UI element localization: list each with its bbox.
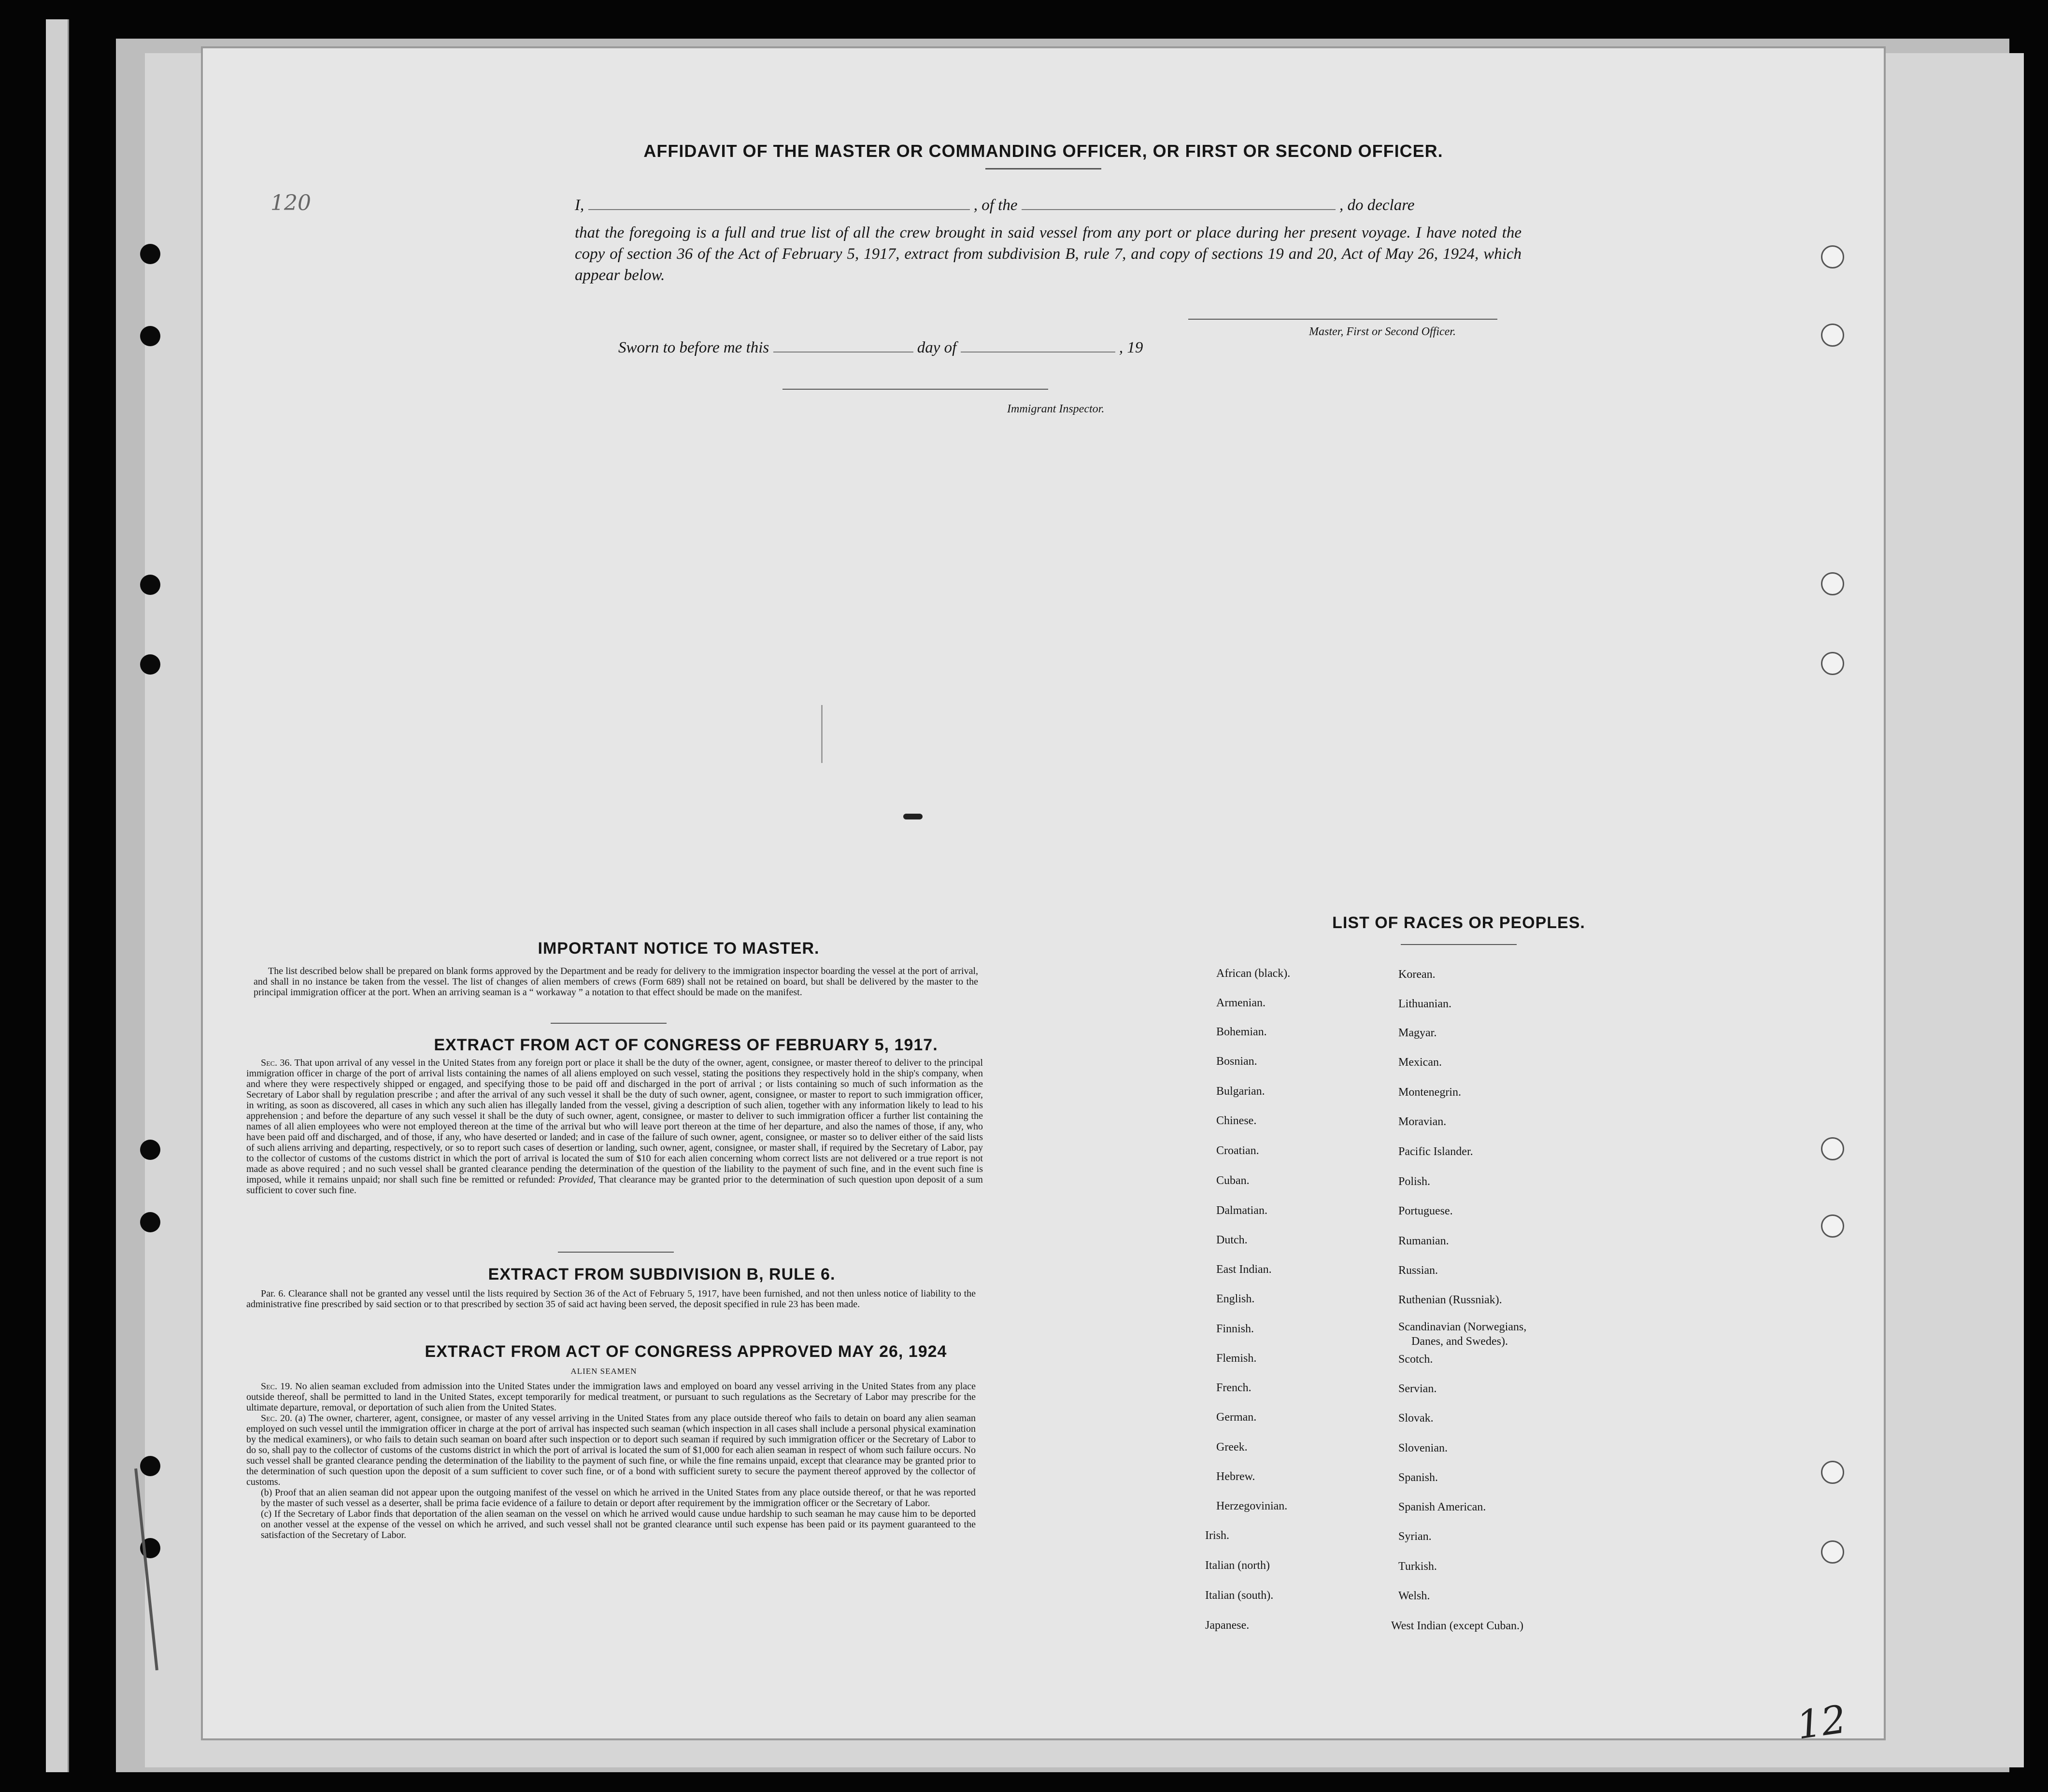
extract-1917-text: Sec. 36. That upon arrival of any vessel in the United States from any foreign port or place it shall be the duty of the owner, agent, consignee, or master thereof to deliver to the principal immigration officer in charge of the port of arrival lists containing the names of all aliens employed on such vessel, stating the positions they respectively hold in the ship's company, when and where they were respectively shipped or engaged, and specifying those to be paid off and discharged in the port of arrival ; or lists containing so much of such information as the Secretary of Labor shall by regulation prescribe ; and after the arrival of any such vessel it shall be the duty of such owner, agent, consignee, or master to report to such immigration officer, in writing, as soon as discovered, all cases in which any such alien has illegally landed from the vessel, giving a description of such alien, together with any information likely to lead to his apprehension ; and before the departure of any such vessel it shall be the duty of such owner, agent, consignee, or master to deliver to such immigration officer a further list containing the names of all alien employees who were not employed thereon at the time of the arrival but who will leave port thereon at the time of her departure, and also the names of those, if any, who have been paid off and discharged, and of those, if any, who have deserted or landed; and in case of the failure of such owner, agent, consignee, or master so to deliver either of the said lists of such aliens arriving and departing, respectively, or so to report such cases of desertion or landing, such owner, agent, consignee, or master shall, if required by the Secretary of Labor, pay to the collector of customs of the customs district in which the port of arrival is located the sum of $10 for each alien concerning whom correct lists are not delivered or a true report is not made as above required ; and no such vessel shall be granted clearance pending the determination of the question of the liability to the payment of such fine, and in the event such fine is imposed, while it remains unpaid; nor shall such fine be remitted or refunded: Provided, That clearance may be granted prior to the determination of such question upon deposit of a sum sufficient to cover such fine. bbox=[246, 1058, 983, 1196]
race-item: Turkish. bbox=[1398, 1560, 1437, 1573]
punch-hole bbox=[1821, 1137, 1844, 1160]
punch-hole bbox=[1821, 652, 1844, 675]
race-item: Montenegrin. bbox=[1398, 1086, 1461, 1099]
sworn-day-blank[interactable] bbox=[773, 338, 913, 353]
extract-1917-title: EXTRACT FROM ACT OF CONGRESS OF FEBRUARY 5, 1917. bbox=[434, 1036, 938, 1054]
pencil-mark bbox=[821, 705, 823, 763]
binder-hole bbox=[140, 575, 160, 595]
race-item: Pacific Islander. bbox=[1398, 1145, 1473, 1158]
race-item: Scotch. bbox=[1398, 1353, 1433, 1366]
title-rule bbox=[985, 168, 1101, 169]
race-item: Dalmatian. bbox=[1216, 1204, 1267, 1217]
race-item: Bulgarian. bbox=[1216, 1085, 1265, 1098]
race-item: French. bbox=[1216, 1382, 1252, 1394]
race-item: Italian (south). bbox=[1205, 1589, 1274, 1602]
binder-hole bbox=[140, 1212, 160, 1232]
race-item: Herzegovinian. bbox=[1216, 1500, 1288, 1512]
binder-hole bbox=[140, 1140, 160, 1160]
punch-hole bbox=[1821, 324, 1844, 347]
race-item: Mexican. bbox=[1398, 1056, 1442, 1069]
race-item: Ruthenian (Russniak). bbox=[1398, 1294, 1502, 1306]
race-item: Bosnian. bbox=[1216, 1055, 1257, 1068]
affidavit-first-line bbox=[575, 196, 1414, 214]
race-item: Scandinavian (Norwegians, bbox=[1398, 1321, 1527, 1333]
race-item: Bohemian. bbox=[1216, 1026, 1267, 1038]
sec20c-paragraph: (c) If the Secretary of Labor finds that deportation of the alien seaman on the vessel on which he arrived would cause undue hardship to such seaman he may cause him to be deported on another vessel at the expense of the vessel on which he arrived, and such vessel shall not be granted clearance until such expense has been paid or its payment guaranteed to the satisfaction of the Secretary of Labor. bbox=[261, 1509, 976, 1540]
inspector-label: Immigrant Inspector. bbox=[1007, 403, 1105, 415]
race-item: Slovak. bbox=[1398, 1412, 1434, 1425]
stamped-number: 120 bbox=[270, 191, 311, 215]
declare-label: , do declare bbox=[1339, 197, 1415, 214]
extract-1924-text bbox=[246, 1381, 976, 1540]
divider bbox=[551, 1023, 667, 1024]
race-item: Magyar. bbox=[1398, 1027, 1437, 1039]
race-item: Flemish. bbox=[1216, 1352, 1257, 1365]
binder-hole bbox=[140, 244, 160, 264]
master-signature-line bbox=[1188, 319, 1497, 320]
race-item: Rumanian. bbox=[1398, 1235, 1449, 1247]
sworn-label: Sworn to before me this bbox=[618, 339, 769, 356]
binder-hole bbox=[140, 1456, 160, 1476]
race-item: Polish. bbox=[1398, 1175, 1431, 1188]
race-item: West Indian (except Cuban.) bbox=[1391, 1620, 1523, 1632]
ink-mark bbox=[903, 814, 923, 819]
punch-hole bbox=[1821, 1461, 1844, 1484]
race-item: Slovenian. bbox=[1398, 1442, 1448, 1454]
race-item: Portuguese. bbox=[1398, 1205, 1453, 1217]
races-title: LIST OF RACES OR PEOPLES. bbox=[1332, 914, 1585, 932]
race-item: Armenian. bbox=[1216, 997, 1266, 1009]
race-item: English. bbox=[1216, 1293, 1255, 1305]
sworn-line bbox=[618, 338, 1143, 357]
race-item: Spanish American. bbox=[1398, 1501, 1486, 1513]
sec36-label: Sec. 36. bbox=[261, 1058, 292, 1068]
race-item: Danes, and Swedes). bbox=[1411, 1335, 1508, 1348]
binder-hole bbox=[140, 654, 160, 675]
race-item: German. bbox=[1216, 1411, 1257, 1424]
affidavit-title: AFFIDAVIT OF THE MASTER OR COMMANDING OFFICER, OR FIRST OR SECOND OFFICER. bbox=[643, 141, 1443, 161]
sec20b-paragraph: (b) Proof that an alien seaman did not appear upon the outgoing manifest of the vessel on which he arrived in the United States from any place outside thereof, or that he was reported by the master of such vessel as a deserter, shall be prima facie evidence of a failure to detain or deport after requirement by the immigration officer or the Secretary of Labor. bbox=[261, 1487, 976, 1509]
inspector-signature-line bbox=[782, 389, 1048, 390]
extract-1924-title: EXTRACT FROM ACT OF CONGRESS APPROVED MAY 26, 1924 bbox=[425, 1342, 947, 1361]
punch-hole bbox=[1821, 1540, 1844, 1564]
race-item: Greek. bbox=[1216, 1441, 1248, 1453]
race-item: African (black). bbox=[1216, 967, 1291, 980]
notice-title: IMPORTANT NOTICE TO MASTER. bbox=[538, 939, 820, 958]
race-item: Italian (north) bbox=[1205, 1559, 1270, 1572]
race-item: Korean. bbox=[1398, 968, 1436, 981]
name-blank[interactable] bbox=[588, 196, 970, 210]
race-item: Servian. bbox=[1398, 1383, 1437, 1395]
race-item: Syrian. bbox=[1398, 1530, 1432, 1543]
i-label: I, bbox=[575, 197, 584, 214]
races-rule bbox=[1401, 944, 1517, 945]
binder-strip bbox=[46, 19, 69, 1772]
race-item: Lithuanian. bbox=[1398, 998, 1451, 1010]
master-signature-label: Master, First or Second Officer. bbox=[1309, 325, 1456, 338]
race-item: Russian. bbox=[1398, 1264, 1438, 1277]
binder-hole bbox=[140, 326, 160, 346]
race-item: Finnish. bbox=[1216, 1323, 1254, 1335]
race-item: Moravian. bbox=[1398, 1115, 1447, 1128]
punch-hole bbox=[1821, 572, 1844, 595]
race-item: Chinese. bbox=[1216, 1115, 1257, 1127]
punch-hole bbox=[1821, 245, 1844, 268]
notice-text: The list described below shall be prepared on blank forms approved by the Department and be ready for delivery to the immigration inspector boarding the vessel at the port of arrival, and shall in no instance be taken from the vessel. The list of changes of alien members of crews (Form 689) shall not be retained on board, but shall be delivered by the master to the principal immigration officer at the port. When an arriving seaman is a “ workaway ” a notation to that effect should be made on the manifest. bbox=[254, 966, 978, 998]
extract-rule6-text: Par. 6. Clearance shall not be granted any vessel until the lists required by Section 36 of the Act of February 5, 1917, have been furnished, and not then unless notice of liability to the administrative fine prescribed by said section or to that prescribed by section 35 of said act having been served, the deposit specified in rule 23 has been made. bbox=[246, 1288, 976, 1310]
race-item: Dutch. bbox=[1216, 1234, 1248, 1246]
race-item: Spanish. bbox=[1398, 1471, 1438, 1484]
sec19-paragraph: Sec. 19. No alien seaman excluded from admission into the United States under the immigration laws and employed on board any vessel arriving in the United States from any place outside thereof, shall be permitted to land in the United States, except temporarily for medical treatment, or pursuant to such regulations as the Secretary of Labor may prescribe for the ultimate departure, removal, or deportation of such alien from the United States. bbox=[246, 1381, 976, 1413]
alien-seamen-subhead: ALIEN SEAMEN bbox=[570, 1367, 637, 1376]
punch-hole bbox=[1821, 1214, 1844, 1238]
sec20a-paragraph: Sec. 20. (a) The owner, charterer, agent, consignee, or master of any vessel arriving in the United States from any place outside thereof who fails to detain on board any alien seaman employed on such vessel until the immigration officer in charge at the port of arrival has inspected such seaman (which inspection in all cases shall include a personal physical examination by the medical examiners), or who fails to detain such seaman on board after such inspection or to deport such seaman if required by such immigration officer or the Secretary of Labor to do so, shall pay to the collector of customs of the customs district in which the port of arrival is located the sum of $1,000 for each alien seaman in respect of whom such failure occurs. No such vessel shall be granted clearance pending the determination of the liability to the payment of such fine, or while the fine remains unpaid, except that clearance may be granted prior to the determination of such question upon the deposit of a sum sufficient to cover such fine, or of a bond with sufficient surety to secure the payment thereof approved by the collector of customs. bbox=[246, 1413, 976, 1487]
day-of-label: day of bbox=[917, 339, 957, 356]
race-item: Cuban. bbox=[1216, 1174, 1250, 1187]
race-item: East Indian. bbox=[1216, 1263, 1272, 1276]
of-the-label: , of the bbox=[973, 197, 1018, 214]
race-item: Welsh. bbox=[1398, 1590, 1430, 1602]
race-item: Japanese. bbox=[1205, 1619, 1250, 1632]
vessel-blank[interactable] bbox=[1022, 196, 1336, 210]
race-item: Hebrew. bbox=[1216, 1470, 1255, 1483]
page-number: 12 bbox=[1794, 1696, 1849, 1748]
race-item: Irish. bbox=[1205, 1529, 1229, 1542]
extract-rule6-title: EXTRACT FROM SUBDIVISION B, RULE 6. bbox=[488, 1265, 836, 1284]
sworn-month-blank[interactable] bbox=[961, 338, 1115, 353]
affidavit-body: that the foregoing is a full and true list of all the crew brought in said vessel from any port or place during her present voyage. I have noted the copy of section 36 of the Act of February 5, 1917, extract from subdivision B, rule 7, and copy of sections 19 and 20, Act of May 26, 1924, which appear below. bbox=[575, 224, 1522, 284]
year-label: , 19 bbox=[1119, 339, 1143, 356]
race-item: Croatian. bbox=[1216, 1144, 1259, 1157]
divider bbox=[558, 1252, 674, 1253]
